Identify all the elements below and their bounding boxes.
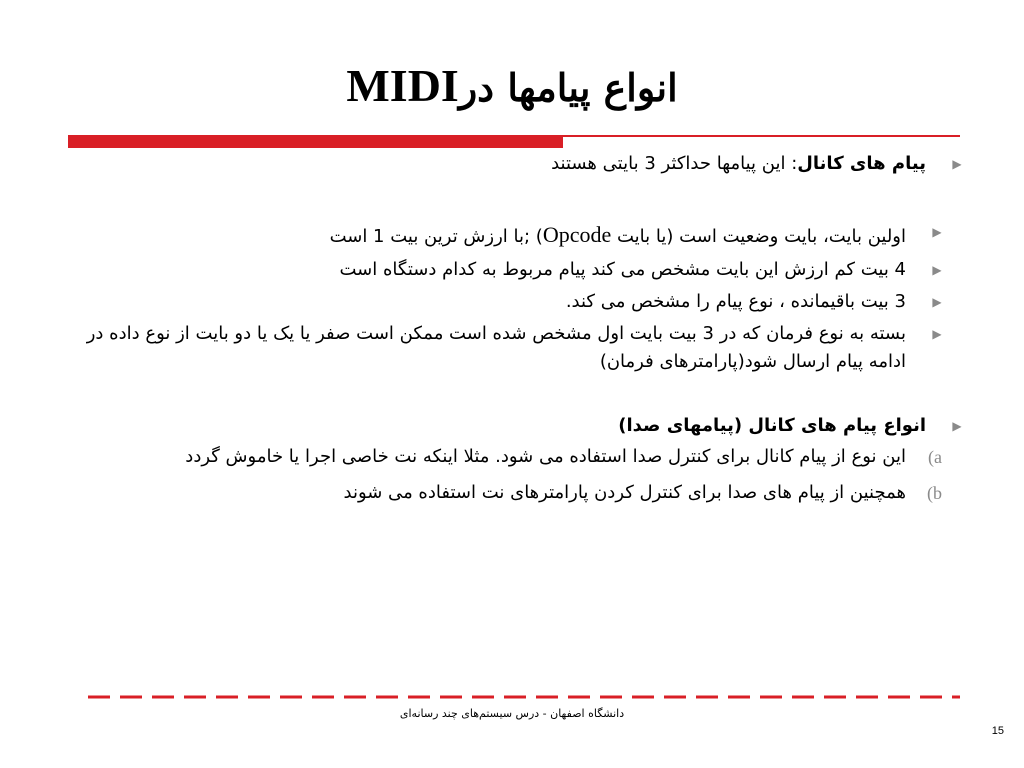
enum-text: این نوع از پیام کانال برای کنترل صدا استفاده می شود. مثلا اینکه نت خاصی اجرا یا خاموش گردد: [185, 446, 906, 468]
footer-course-label: دانشگاه اصفهان - درس سیستم‌های چند رسانه‌ای: [399, 707, 625, 720]
slide-body: [84, 150, 964, 507]
sub-bullet-parameters: [84, 320, 964, 376]
slide-title: [0, 58, 1024, 113]
enum-item-b: [84, 479, 964, 507]
enum-item-a: [84, 443, 964, 471]
bullet-label: پیام های کانال: [797, 153, 926, 174]
sub-bullet-low-bits: [84, 256, 964, 284]
triangle-bullet-icon: ▶: [932, 326, 942, 341]
sub-bullet-text: 4 بیت کم ارزش این بایت مشخص می کند پیام مربوط به کدام دستگاه است: [339, 258, 906, 280]
triangle-bullet-icon: ▶: [952, 157, 962, 171]
sub-bullet-text: بسته به نوع فرمان که در 3 بیت بایت اول مشخص شده است ممکن است صفر یا یک یا دو بایت از نوع داده در ادامه پیام ارسال شود(پارامترهای فرمان): [86, 322, 906, 372]
enum-marker: b): [927, 483, 942, 504]
sub-bullet-text-a: اولین بایت، بایت وضعیت است (یا بایت: [611, 225, 906, 247]
footer-dashed-line: [88, 694, 960, 700]
sub-bullet-text: 3 بیت باقیمانده ، نوع پیام را مشخص می کند.: [565, 290, 906, 312]
bullet-label: انواع پیام های کانال (پیامهای صدا): [618, 414, 926, 436]
bullet-channel-message-types: [84, 412, 964, 440]
triangle-bullet-icon: ▶: [952, 418, 962, 433]
title-persian: انواع پیامها در: [458, 65, 678, 110]
sub-bullet-status-byte: [84, 218, 964, 252]
opcode-term: Opcode: [542, 221, 612, 247]
enum-marker: a): [928, 447, 942, 468]
enum-text: همچنین از پیام های صدا برای کنترل کردن پارامترهای نت استفاده می شوند: [343, 482, 906, 504]
triangle-bullet-icon: ▶: [932, 294, 942, 309]
sub-bullet-remaining-bits: [84, 288, 964, 316]
sub-bullet-text-b: ) ;با ارزش ترین بیت 1 است: [329, 225, 543, 247]
title-underline: [68, 135, 960, 149]
page-number: 15: [991, 725, 1004, 737]
title-underline-thick: [68, 135, 563, 148]
triangle-bullet-icon: ▶: [932, 262, 942, 277]
triangle-bullet-icon: ▶: [932, 224, 942, 239]
bullet-text: : این پیامها حداکثر 3 بایتی هستند: [551, 153, 798, 174]
bullet-channel-messages: [84, 150, 964, 178]
title-latin: MIDI: [346, 60, 459, 111]
